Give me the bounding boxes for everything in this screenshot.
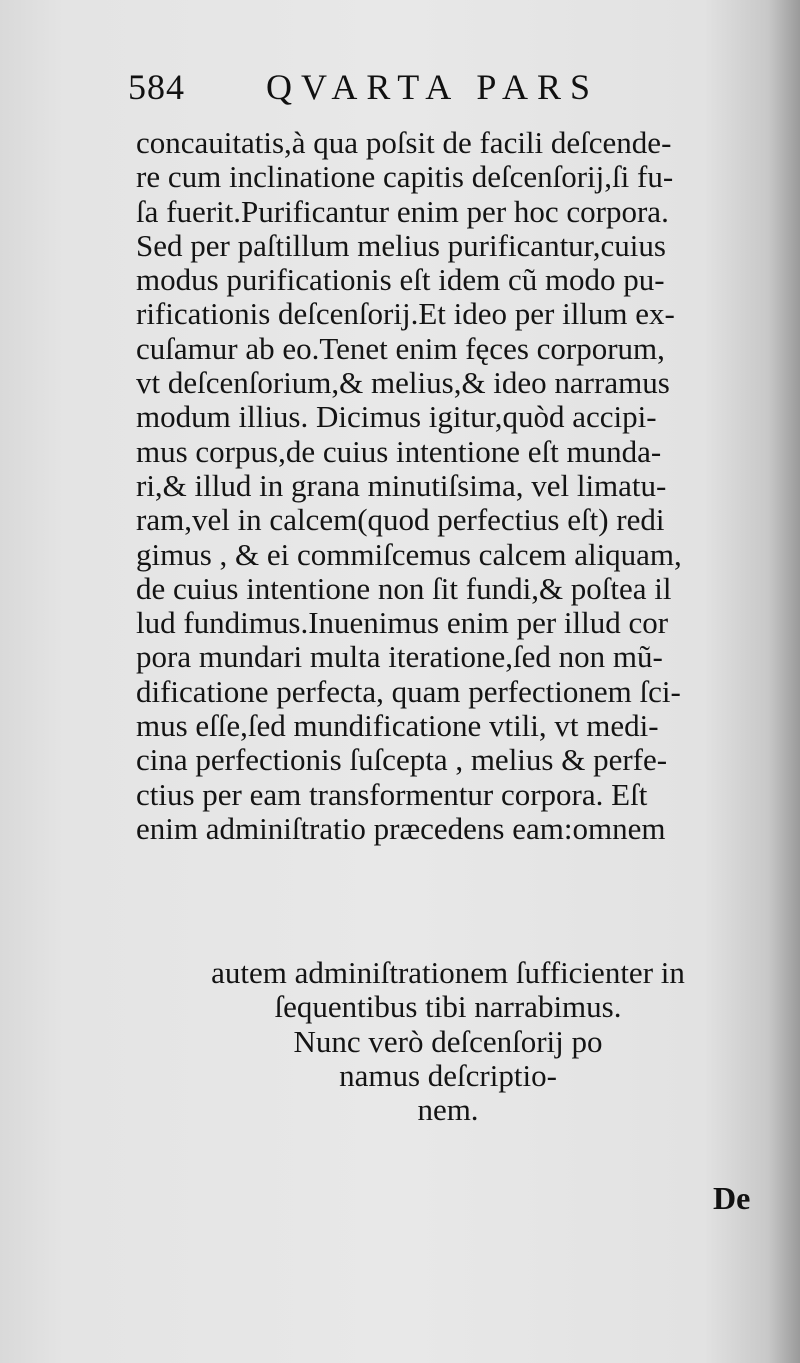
- text-line: vt deſcenſorium,& melius,& ideo narramus: [136, 365, 670, 401]
- text-line: cina perfectionis ſuſcepta , melius & perfe-: [136, 742, 668, 778]
- catchword: De: [713, 1180, 751, 1216]
- text-line: mus corpus,de cuius intentione eſt munda-: [136, 433, 662, 469]
- text-line: rificationis deſcenſorij.Et ideo per illum ex-: [136, 296, 675, 332]
- text-line: ri,& illud in grana minutiſsima, vel limatu-: [136, 467, 667, 503]
- text-line: ram,vel in calcem(quod perfectius eſt) redi: [136, 502, 665, 538]
- running-title: QVARTA PARS: [266, 67, 600, 107]
- text-line: ſequentibus tibi narrabimus.: [274, 989, 622, 1025]
- text-line: Nunc verò deſcenſorij po: [293, 1023, 603, 1059]
- text-line: de cuius intentione non ſit fundi,& poſtea il: [136, 570, 672, 606]
- text-line: dificatione perfecta, quam perfectionem ſci-: [136, 673, 681, 709]
- text-line: pora mundari multa iteratione,ſed non mũ-: [136, 639, 663, 675]
- page-number: 584: [128, 67, 185, 107]
- text-line: re cum inclinatione capitis deſcenſorij,ſi fu-: [136, 159, 674, 195]
- text-line: namus deſcriptio-: [339, 1057, 557, 1093]
- page-header: [128, 66, 648, 110]
- main-paragraph: [136, 126, 760, 846]
- text-line: ſa fuerit.Purificantur enim per hoc corpora.: [136, 193, 669, 229]
- text-line: nem.: [417, 1092, 479, 1128]
- text-line: gimus , & ei commiſcemus calcem aliquam,: [136, 536, 682, 572]
- text-line: modus purificationis eſt idem cũ modo pu-: [136, 262, 665, 298]
- text-line: mus eſſe,ſed mundificatione vtili, vt medi-: [136, 708, 659, 744]
- text-line: modum illius. Dicimus igitur,quòd accipi-: [136, 399, 657, 435]
- text-line: Sed per paſtillum melius purificantur,cuius: [136, 227, 666, 263]
- text-line: ctius per eam transformentur corpora. Eſt: [136, 776, 648, 812]
- text-line: enim adminiſtratio præcedens eam:omnem: [136, 810, 666, 846]
- text-line: concauitatis,à qua poſsit de facili deſcende-: [136, 125, 672, 160]
- text-line: cuſamur ab eo.Tenet enim fęces corporum,: [136, 330, 665, 366]
- tapered-paragraph-end: [136, 956, 760, 1127]
- text-line: lud fundimus.Inuenimus enim per illud cor: [136, 605, 669, 641]
- text-line: autem adminiſtrationem ſufficienter in: [211, 955, 685, 990]
